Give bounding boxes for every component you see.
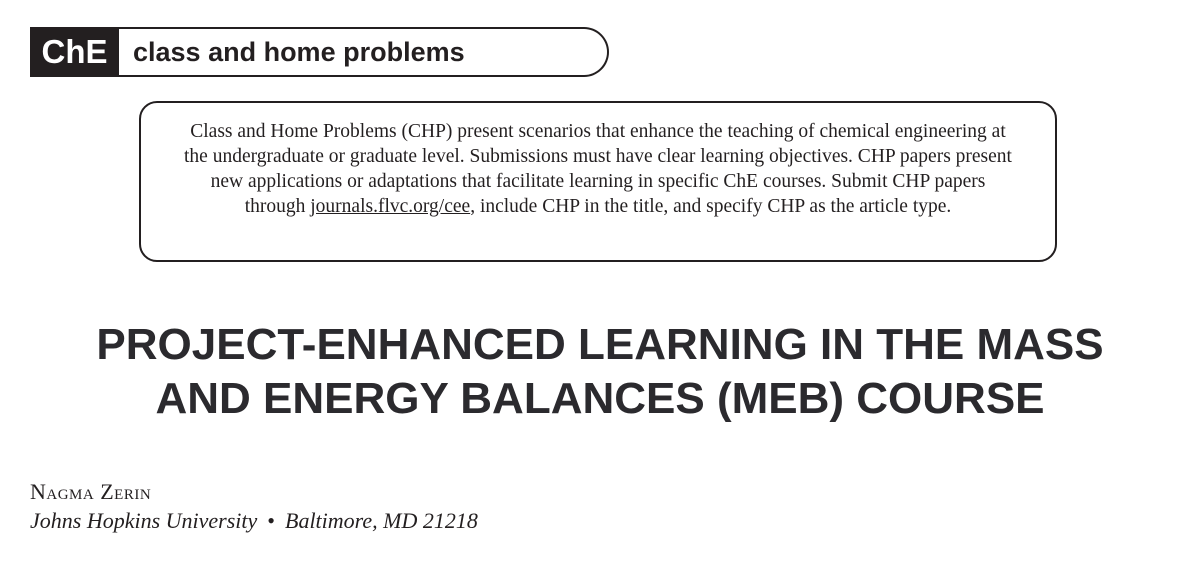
section-title: class and home problems bbox=[119, 27, 609, 77]
submission-link[interactable]: journals.flvc.org/cee bbox=[310, 196, 471, 217]
article-title bbox=[0, 318, 1200, 426]
che-logo-tag: ChE bbox=[30, 27, 119, 77]
chp-intro-box bbox=[139, 101, 1057, 262]
intro-text: Class and Home Problems (CHP) present scenarios that enhance the teaching of chemical engineering at the undergraduate or graduate level. Submissions must have clear learning objectives. CHP papers present new applications or adaptations that facilitate learning in specific ChE courses. Submit CHP papers through bbox=[184, 121, 1012, 217]
bullet-separator: • bbox=[267, 508, 275, 533]
author-name: Nagma Zerin bbox=[30, 479, 152, 504]
article-title-line-1: PROJECT-ENHANCED LEARNING IN THE MASS bbox=[96, 320, 1104, 369]
intro-text-continued: , include CHP in the title, and specify CHP as the article type. bbox=[470, 196, 952, 217]
author-affiliation bbox=[30, 508, 478, 534]
article-title-line-2: AND ENERGY BALANCES (MEB) COURSE bbox=[155, 374, 1045, 423]
institution: Johns Hopkins University bbox=[30, 508, 258, 533]
location: Baltimore, MD 21218 bbox=[285, 508, 478, 533]
